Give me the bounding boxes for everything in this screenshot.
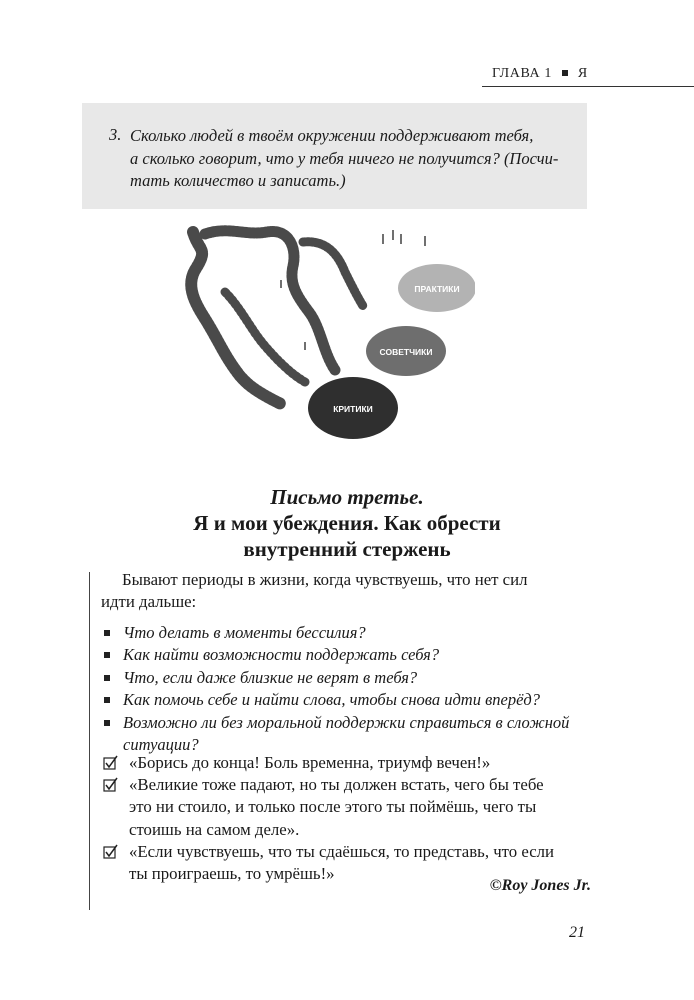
quote-line: «Если чувствуешь, что ты сдаёшься, то представь, что если: [129, 841, 555, 861]
question-text: Как найти возможности поддержать себя?: [123, 645, 440, 665]
page-number: 21: [569, 924, 585, 941]
margin-rule: [89, 572, 90, 910]
question-list: [103, 622, 569, 756]
checkbox-checked-icon: [103, 844, 119, 860]
advisers-label: СОВЕТЧИКИ: [379, 347, 433, 357]
question-text: ситуации?: [123, 735, 199, 755]
question-text: Как помочь себе и найти слова, чтобы снова идти вперёд?: [123, 690, 541, 710]
quote-item: [103, 774, 554, 841]
crowd-illustration: [185, 222, 475, 442]
practitioners-label: ПРАКТИКИ: [414, 284, 460, 294]
bullet-square-icon: [104, 652, 110, 658]
task-text: [130, 125, 558, 193]
quote-line: стоишь на самом деле».: [129, 819, 300, 839]
quote-list: [103, 752, 554, 885]
intro-line: идти дальше:: [101, 592, 197, 611]
running-head-chapter: ГЛАВА 1: [492, 66, 552, 81]
task-number: 3.: [109, 125, 122, 144]
chapter-title-line: Письмо третье.: [270, 485, 424, 509]
intro-line: Бывают периоды в жизни, когда чувствуешь, что нет сил: [122, 570, 528, 589]
intro-paragraph: [101, 569, 528, 613]
question-text: Что делать в моменты бессилия?: [123, 623, 366, 642]
list-item: [103, 712, 569, 757]
quote-line: это ни стоило, и только после этого ты поймёшь, чего ты: [129, 797, 537, 817]
quote-item: [103, 841, 554, 885]
quote-attribution: ©Roy Jones Jr.: [489, 877, 591, 894]
task-line: тать количество и записать.): [130, 171, 346, 190]
header-rule: [482, 86, 694, 87]
quote-line: «Великие тоже падают, но ты должен встать, чего бы тебе: [129, 775, 544, 795]
bullet-square-icon: [104, 697, 110, 703]
checkbox-checked-icon: [103, 777, 119, 793]
chapter-title: [0, 484, 694, 562]
bullet-square-icon: [104, 720, 110, 726]
list-item: [103, 644, 569, 666]
task-line: а сколько говорит, что у тебя ничего не получится? (Посчи-: [130, 148, 559, 168]
question-text: Возможно ли без моральной поддержки справиться в сложной: [123, 712, 570, 732]
running-head-title: Я: [577, 66, 588, 81]
critics-label: КРИТИКИ: [333, 404, 373, 414]
bullet-square-icon: [104, 630, 110, 636]
task-box: [82, 103, 587, 209]
running-head: [492, 66, 588, 82]
question-text: Что, если даже близкие не верят в тебя?: [123, 667, 418, 687]
crowd-queue-main: [191, 231, 363, 404]
quote-item: [103, 752, 554, 774]
chapter-title-line: Я и мои убеждения. Как обрести: [193, 511, 501, 535]
list-item: [103, 689, 569, 711]
bullet-square-icon: [104, 675, 110, 681]
quote-line: ты проиграешь, то умрёшь!»: [129, 864, 335, 884]
quote-line: «Борись до конца! Боль временна, триумф вечен!»: [129, 753, 491, 772]
checkbox-checked-icon: [103, 755, 119, 771]
list-item: [103, 667, 569, 689]
task-line: Сколько людей в твоём окружении поддерживают тебя,: [130, 126, 534, 145]
chapter-title-line: внутренний стержень: [243, 537, 451, 561]
list-item: [103, 622, 569, 644]
separator-square-icon: [562, 70, 568, 76]
